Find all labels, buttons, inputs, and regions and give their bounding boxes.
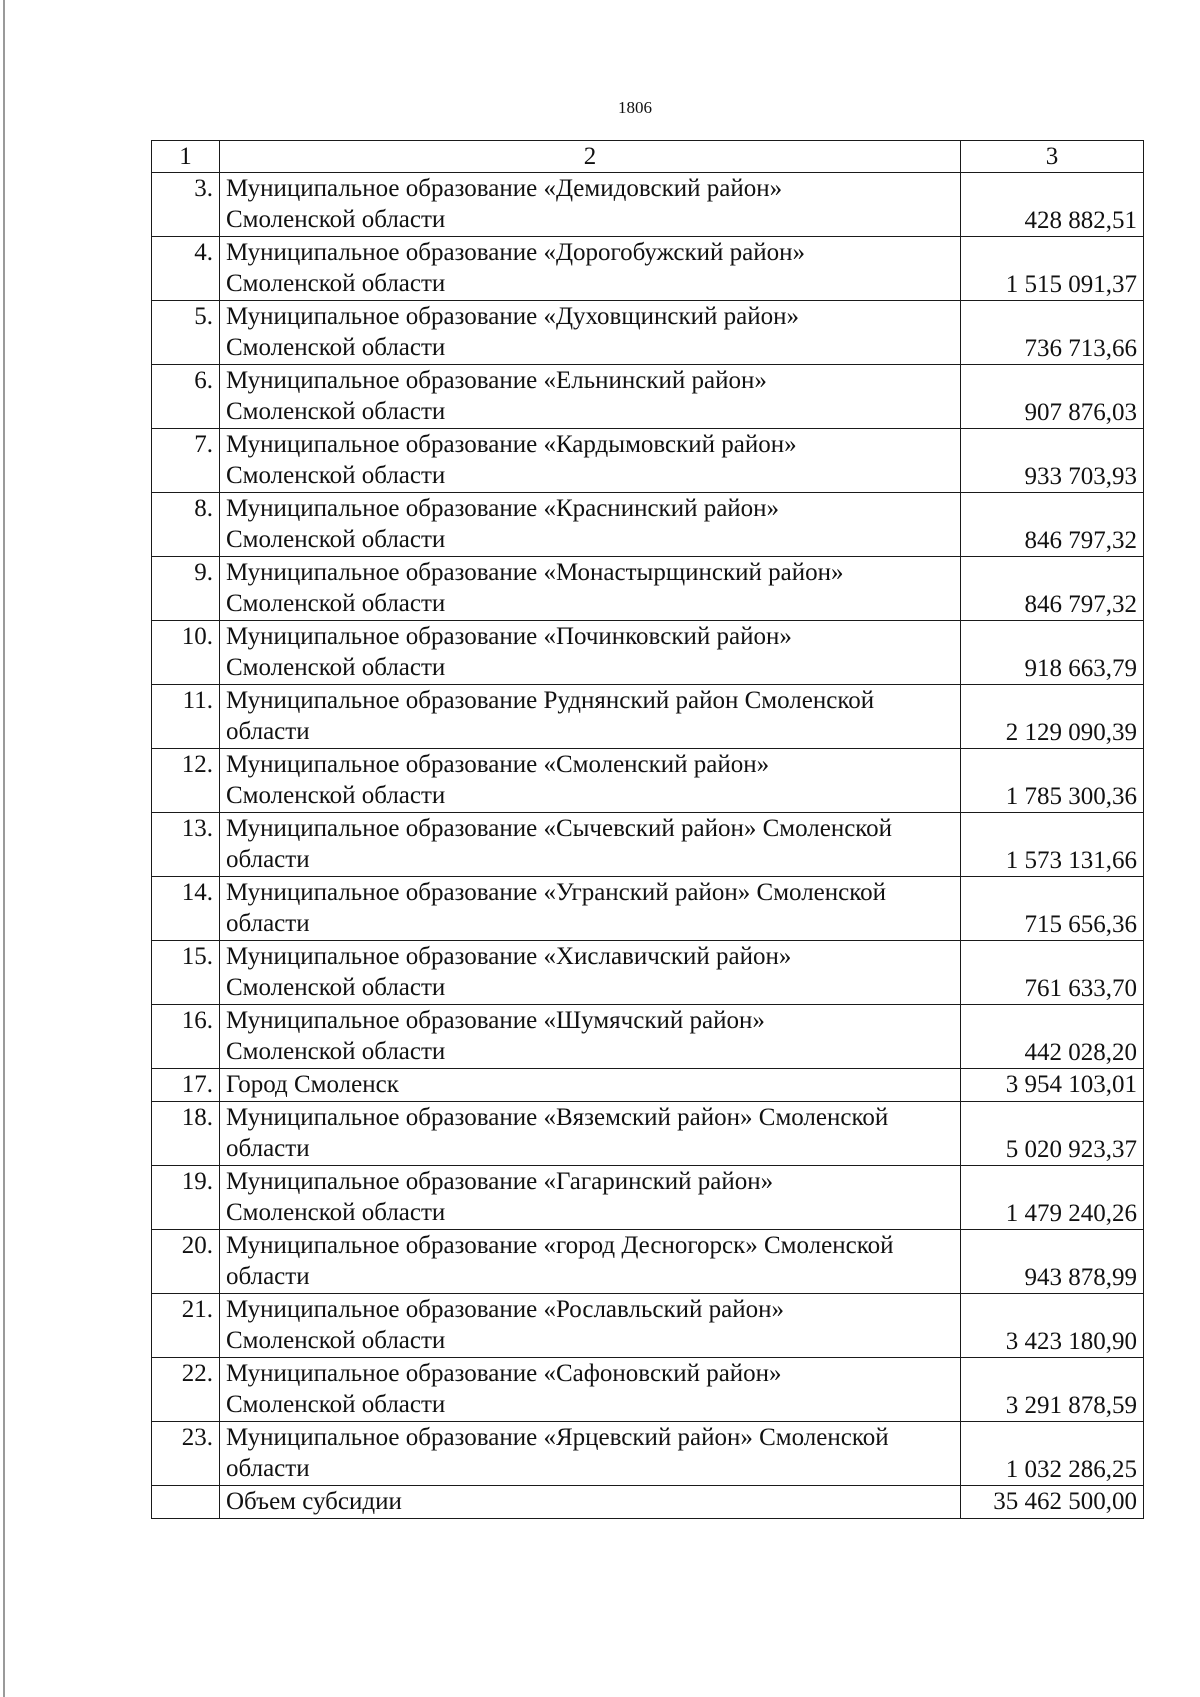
row-name — [220, 301, 961, 365]
table-row — [152, 237, 1144, 301]
row-name — [220, 1102, 961, 1166]
row-name-line: Муниципальное образование «Вяземский район» Смоленской — [226, 1104, 889, 1131]
row-name-line: Муниципальное образование «Починковский район» — [226, 623, 792, 650]
row-name-line: Муниципальное образование «Монастырщинский район» — [226, 559, 844, 586]
table-row — [152, 685, 1144, 749]
row-name-line: Муниципальное образование «Сычевский район» Смоленской — [226, 815, 893, 842]
row-value: 1 573 131,66 — [961, 813, 1144, 877]
table-row — [152, 1358, 1144, 1422]
row-name-line: Муниципальное образование «Смоленский район» — [226, 751, 770, 778]
row-value: 1 032 286,25 — [961, 1422, 1144, 1486]
row-number: 4. — [152, 237, 220, 301]
table-row — [152, 429, 1144, 493]
table-header-row — [152, 141, 1144, 173]
row-value: 428 882,51 — [961, 173, 1144, 237]
row-number: 17. — [152, 1069, 220, 1102]
row-name-line: Смоленской области — [226, 1327, 446, 1354]
row-number: 3. — [152, 173, 220, 237]
row-value: 943 878,99 — [961, 1230, 1144, 1294]
row-name-line: Смоленской области — [226, 654, 446, 681]
row-value: 1 785 300,36 — [961, 749, 1144, 813]
row-name-line: Муниципальное образование «Демидовский район» — [226, 175, 783, 202]
row-name-line: Город Смоленск — [226, 1071, 399, 1098]
row-name-line: Объем субсидии — [226, 1488, 402, 1515]
row-name-line: Муниципальное образование «Духовщинский район» — [226, 303, 799, 330]
row-name — [220, 1069, 961, 1102]
row-value: 442 028,20 — [961, 1005, 1144, 1069]
row-name — [220, 1230, 961, 1294]
row-name-line: Смоленской области — [226, 206, 446, 233]
row-value: 761 633,70 — [961, 941, 1144, 1005]
row-number: 11. — [152, 685, 220, 749]
row-value: 736 713,66 — [961, 301, 1144, 365]
row-number: 7. — [152, 429, 220, 493]
table-row — [152, 173, 1144, 237]
table-row — [152, 749, 1144, 813]
row-name-line: Смоленской области — [226, 590, 446, 617]
table-row — [152, 621, 1144, 685]
row-number: 22. — [152, 1358, 220, 1422]
row-name — [220, 877, 961, 941]
row-value: 1 479 240,26 — [961, 1166, 1144, 1230]
row-name-line: Смоленской области — [226, 1391, 446, 1418]
row-name — [220, 493, 961, 557]
row-number: 16. — [152, 1005, 220, 1069]
row-name — [220, 429, 961, 493]
row-name — [220, 1486, 961, 1519]
row-number: 8. — [152, 493, 220, 557]
row-number: 14. — [152, 877, 220, 941]
row-name — [220, 1166, 961, 1230]
row-name-line: Муниципальное образование «Дорогобужский район» — [226, 239, 805, 266]
row-name-line: Муниципальное образование «город Десногорск» Смоленской — [226, 1232, 894, 1259]
row-name-line: области — [226, 1263, 310, 1290]
row-name-line: Муниципальное образование «Гагаринский район» — [226, 1168, 774, 1195]
row-name-line: Смоленской области — [226, 1199, 446, 1226]
row-number — [152, 1486, 220, 1519]
table-row — [152, 813, 1144, 877]
row-number: 6. — [152, 365, 220, 429]
row-name-line: Смоленской области — [226, 462, 446, 489]
row-name-line: Муниципальное образование «Кардымовский район» — [226, 431, 797, 458]
table-row — [152, 877, 1144, 941]
table-row — [152, 1294, 1144, 1358]
table-row — [152, 557, 1144, 621]
row-value: 907 876,03 — [961, 365, 1144, 429]
table-row — [152, 1166, 1144, 1230]
row-name — [220, 237, 961, 301]
row-value: 2 129 090,39 — [961, 685, 1144, 749]
row-name — [220, 749, 961, 813]
row-name — [220, 941, 961, 1005]
row-name-line: Смоленской области — [226, 1038, 446, 1065]
row-name — [220, 621, 961, 685]
row-name-line: области — [226, 1455, 310, 1482]
row-name-line: области — [226, 1135, 310, 1162]
row-name — [220, 813, 961, 877]
header-col-1: 1 — [152, 141, 220, 173]
table-row — [152, 1230, 1144, 1294]
row-name-line: Муниципальное образование «Ярцевский район» Смоленской — [226, 1424, 889, 1451]
row-value: 933 703,93 — [961, 429, 1144, 493]
row-number: 9. — [152, 557, 220, 621]
row-name-line: области — [226, 910, 310, 937]
table-row — [152, 365, 1144, 429]
row-value: 846 797,32 — [961, 493, 1144, 557]
row-value: 5 020 923,37 — [961, 1102, 1144, 1166]
row-number: 10. — [152, 621, 220, 685]
row-name — [220, 557, 961, 621]
row-name-line: области — [226, 718, 310, 745]
total-value: 35 462 500,00 — [961, 1486, 1144, 1519]
row-value: 846 797,32 — [961, 557, 1144, 621]
row-name-line: Смоленской области — [226, 782, 446, 809]
row-name-line: Муниципальное образование Руднянский район Смоленской — [226, 687, 875, 714]
table-row — [152, 1005, 1144, 1069]
table-row — [152, 301, 1144, 365]
row-name-line: Муниципальное образование «Хиславичский район» — [226, 943, 792, 970]
row-name-line: Муниципальное образование «Рославльский район» — [226, 1296, 784, 1323]
row-number: 12. — [152, 749, 220, 813]
row-number: 15. — [152, 941, 220, 1005]
header-col-2: 2 — [220, 141, 961, 173]
row-value: 1 515 091,37 — [961, 237, 1144, 301]
row-number: 19. — [152, 1166, 220, 1230]
page-left-edge — [3, 0, 5, 1697]
subsidy-table — [151, 140, 1144, 1519]
row-name — [220, 173, 961, 237]
row-number: 5. — [152, 301, 220, 365]
row-name — [220, 365, 961, 429]
row-name — [220, 1294, 961, 1358]
row-name — [220, 685, 961, 749]
row-value: 3 423 180,90 — [961, 1294, 1144, 1358]
row-name — [220, 1422, 961, 1486]
header-col-3: 3 — [961, 141, 1144, 173]
row-value: 918 663,79 — [961, 621, 1144, 685]
row-name-line: Смоленской области — [226, 398, 446, 425]
row-name-line: Муниципальное образование «Угранский район» Смоленской — [226, 879, 886, 906]
table-row — [152, 1422, 1144, 1486]
row-name — [220, 1005, 961, 1069]
row-name-line: области — [226, 846, 310, 873]
row-number: 18. — [152, 1102, 220, 1166]
row-name-line: Муниципальное образование «Сафоновский район» — [226, 1360, 782, 1387]
table-row — [152, 941, 1144, 1005]
row-number: 23. — [152, 1422, 220, 1486]
row-name-line: Муниципальное образование «Краснинский район» — [226, 495, 780, 522]
row-name-line: Смоленской области — [226, 334, 446, 361]
table-total-row — [152, 1486, 1144, 1519]
row-name-line: Муниципальное образование «Шумячский район» — [226, 1007, 765, 1034]
table-row — [152, 493, 1144, 557]
page-number: 1806 — [618, 98, 652, 117]
table-row — [152, 1069, 1144, 1102]
row-name-line: Муниципальное образование «Ельнинский район» — [226, 367, 767, 394]
row-value: 715 656,36 — [961, 877, 1144, 941]
table-row — [152, 1102, 1144, 1166]
row-number: 21. — [152, 1294, 220, 1358]
row-value: 3 291 878,59 — [961, 1358, 1144, 1422]
row-number: 20. — [152, 1230, 220, 1294]
row-name-line: Смоленской области — [226, 270, 446, 297]
row-name-line: Смоленской области — [226, 526, 446, 553]
row-value: 3 954 103,01 — [961, 1069, 1144, 1102]
row-name-line: Смоленской области — [226, 974, 446, 1001]
row-name — [220, 1358, 961, 1422]
table-body — [152, 141, 1144, 1519]
row-number: 13. — [152, 813, 220, 877]
